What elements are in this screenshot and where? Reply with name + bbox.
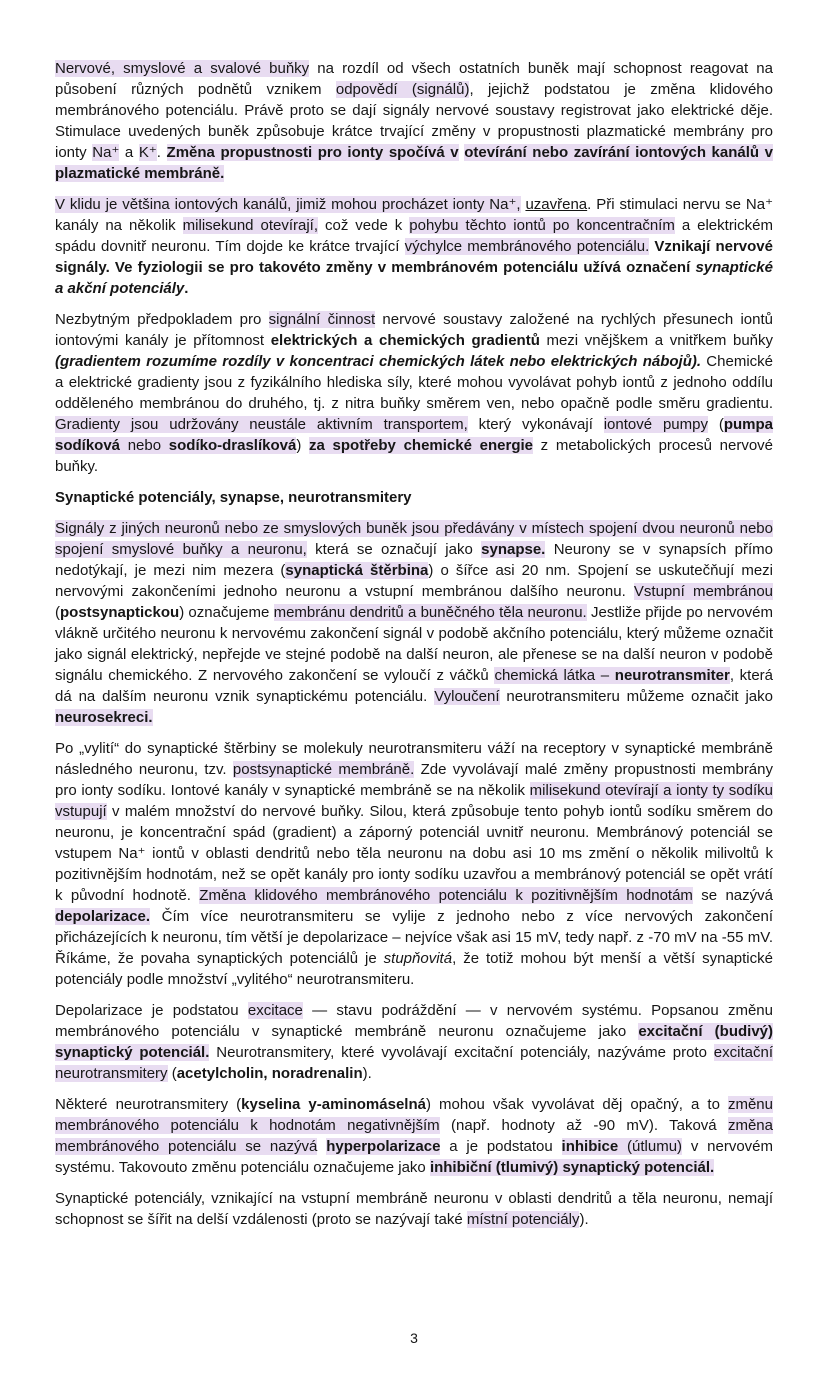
text-run: sodíko-draslíková (168, 437, 297, 454)
text-run: uzavřena (525, 196, 588, 213)
paragraph-local-potentials (55, 1188, 773, 1230)
text-run: neurosekreci. (55, 709, 153, 726)
page-content (55, 58, 773, 1240)
text-run: Nervové, smyslové a svalové buňky (55, 60, 310, 77)
paragraph-synapse (55, 518, 773, 728)
paragraph-neurotransmitter-release (55, 738, 773, 990)
text-run: signální činnost (268, 311, 376, 328)
text-run: Zde vyvolávají malé změny propustnosti membrány pro ionty sodíku. Iontové kanály v synaptické membráně se na několik (55, 761, 773, 799)
text-run: ). (362, 1065, 372, 1082)
text-run: která se označují jako (306, 541, 482, 558)
text-run: místní potenciály (466, 1211, 580, 1228)
text-run: ) mohou však vyvolávat děj opačný, a to (425, 1096, 728, 1113)
text-run: Signály z jiných neuronů nebo ze smyslových buněk jsou předávány v místech spojení dvou neuronů nebo spojení smyslové buňky a neuronu, (55, 520, 773, 558)
text-run: změna membránového potenciálu se nazývá (55, 1117, 773, 1155)
text-run: K⁺ (138, 144, 157, 161)
text-run: ) označujeme (179, 604, 274, 621)
text-run: a elektrickém spádu dovnitř neuronu. Tím dojde ke krátce trvající (55, 217, 773, 255)
text-run: iontové pumpy (603, 416, 708, 433)
text-run: ). (579, 1211, 589, 1228)
text-run: Na⁺ (92, 144, 120, 161)
text-run: Neurotransmitery, které vyvolávají excitační potenciály, nazýváme proto (209, 1044, 714, 1061)
paragraph-nerve-cells (55, 58, 773, 184)
text-run: synapse. (481, 541, 546, 558)
text-run: membránu dendritů a buněčného těla neuronu. (273, 604, 587, 621)
text-run: (útlumu) (618, 1138, 683, 1155)
text-run: nervové soustavy založené na rychlých přesunech iontů iontovými kanály je přítomnost (55, 311, 773, 349)
text-run: z metabolických procesů nervové buňky. (55, 437, 773, 475)
text-run: Synaptické potenciály, synapse, neurotransmitery (55, 489, 412, 506)
text-run: chemická látka – (494, 667, 615, 684)
text-run: a je podstatou (440, 1138, 562, 1155)
text-run: excitační neurotransmitery (55, 1044, 773, 1082)
text-run: — stavu podráždění — v nervovém systému. Popsanou změnu membránového potenciálu v synaptické membráně neuronu označujeme jako (55, 1002, 773, 1040)
text-run: , že totiž mohou být menší a větší synaptické potenciály podle množství „vylitého“ neurotransmiteru. (55, 950, 773, 988)
text-run: V klidu je většina iontových kanálů, jimiž mohou procházet ionty Na⁺, (55, 196, 521, 213)
page-number: 3 (410, 1330, 418, 1346)
text-run: excitace (247, 1002, 303, 1019)
text-run: . (184, 280, 189, 297)
text-run: mezi vnějškem a vnitřkem buňky (539, 332, 774, 349)
text-run: Vznikají nervové signály. Ve fyziologii se pro takovéto změny v membránovém potenciálu užívá označení (55, 238, 773, 276)
text-run: , která dá na dalším neuronu vznik synaptickému potenciálu. (55, 667, 773, 705)
paragraph-inhibition (55, 1094, 773, 1178)
text-run: což vede k (318, 217, 410, 234)
text-run: depolarizace. (55, 908, 151, 925)
text-run: , jejichž podstatou je změna klidového membránového potenciálu. Právě proto se dají signály nervové soustavy registrovat jako elektrické děje. Stimulace uvedených buněk způsobuje krátce trvající změny v propustnosti plazmatické membrány pro ionty (55, 81, 773, 161)
text-run: v nervovém systému. Takovouto změnu potenciálu označujeme jako (55, 1138, 774, 1176)
section-heading (55, 487, 773, 508)
text-run: ) o šířce asi 20 nm. Spojení se uskutečňují mezi nervovými zakončeními jednoho neuronu a vstupní membránou dalšího neuronu. (55, 562, 773, 600)
text-run: Neurony se v synapsích přímo nedotýkají, je mezi nim mezera ( (55, 541, 773, 579)
text-run: a (119, 144, 139, 161)
text-run: ( (55, 604, 60, 621)
text-run: odpovědí (signálů) (335, 81, 470, 98)
text-run: excitační (budivý) synaptický potenciál. (55, 1023, 773, 1061)
text-run: Vstupní membránou (633, 583, 774, 600)
text-run: inhibiční (tlumivý) synaptický potenciál. (429, 1159, 715, 1176)
text-run: milisekund otevírají a ionty ty sodíku vstupují (55, 782, 773, 820)
text-run: synaptická štěrbina (285, 562, 429, 579)
text-run: Depolarizace je podstatou (55, 1002, 248, 1019)
text-run: (např. hodnoty až -90 mV). Taková (439, 1117, 728, 1134)
text-run: Změna klidového membránového potenciálu k pozitivnějším hodnotám (199, 887, 693, 904)
text-run: Po „vylití“ do synaptické štěrbiny se molekuly neurotransmiteru váží na receptory v synaptické membráně následného neuronu, tzv. (55, 740, 773, 778)
text-run: na rozdíl od všech ostatních buněk mají schopnost reagovat na působení různých podnětů vznikem (55, 60, 773, 98)
text-run: ) (296, 437, 310, 454)
text-run: Některé neurotransmitery ( (55, 1096, 242, 1113)
text-run: Nezbytným předpokladem pro (55, 311, 269, 328)
text-run: v malém množství do nervové buňky. Silou, která způsobuje tento pohyb iontů sodíku směrem do neuronu, je koncentrační spád (gradient) a záporný potenciál uvnitř neuronu. Membránový potenciál se vstupem Na⁺ iontů v oblasti dendritů nebo těla neuronu na dobu asi 10 ms změní o několik milivoltů k pozitivnějším hodnotám, než se opět kanály pro ionty sodíku uzavřou a membránový potenciál se opět vrátí k původní hodnotě. (55, 803, 773, 904)
text-run: stupňovitá (383, 950, 453, 967)
text-run: inhibice (561, 1138, 619, 1155)
text-run: otevírání nebo zavírání iontových kanálů v plazmatické membráně. (55, 144, 773, 182)
text-run: se nazývá (692, 887, 773, 904)
text-run: nebo (120, 437, 169, 454)
text-run: (gradientem rozumíme rozdíly v koncentraci chemických látek nebo elektrických nábojů). (55, 353, 702, 370)
text-run: postsynaptickou (60, 604, 180, 621)
paragraph-gradients (55, 309, 773, 477)
text-run: Čím více neurotransmiteru se vylije z jednoho nebo z více nervových zakončení přicházejících k neuronu, tím větší je depolarizace – nejvíce však asi 15 mV, tedy např. z -70 mV na -55 mV. Říkáme, že povaha synaptických potenciálů je (55, 908, 773, 967)
text-run: který vykonávají (467, 416, 604, 433)
text-run: . Při stimulaci nervu se Na⁺ kanály na několik (55, 196, 773, 234)
text-run: za spotřeby chemické energie (309, 437, 533, 454)
text-run: Gradienty jsou udržovány neustále aktivním transportem, (55, 416, 468, 433)
text-run: pohybu těchto iontů po koncentračním (409, 217, 675, 234)
paragraph-excitation (55, 1000, 773, 1084)
text-run: ( (167, 1065, 177, 1082)
text-run: neurotransmiter (614, 667, 730, 684)
text-run: ( (707, 416, 724, 433)
text-run: Vyloučení (434, 688, 500, 705)
text-run: synaptické a akční potenciály (55, 259, 773, 297)
text-run: hyperpolarizace (326, 1138, 441, 1155)
text-run: kyselina y-aminomáselná (241, 1096, 426, 1113)
text-run: postsynaptické membráně. (232, 761, 415, 778)
text-run: . (156, 144, 167, 161)
text-run: milisekund otevírají, (182, 217, 319, 234)
text-run: neurotransmiteru můžeme označit jako (499, 688, 773, 705)
text-run: Synaptické potenciály, vznikající na vstupní membráně neuronu v oblasti dendritů a těla neuronu, nemají schopnost se šířit na delší vzdálenosti (proto se nazývají také (55, 1190, 773, 1228)
text-run: Jestliže přijde po nervovém vlákně určitého neuronu k nervovému zakončení signál v podobě akčního potenciálu, který můžeme označit jako signál elektrický, nepřejde ve stejné podobě na další neuron, ale přenese se na další neuron v podobě signálu chemického. Z nervového zakončení se vyloučí z váčků (55, 604, 773, 684)
text-run: pumpa sodíková (55, 416, 773, 454)
text-run: elektrických a chemických gradientů (270, 332, 540, 349)
paragraph-ion-channels-rest (55, 194, 773, 299)
text-run (317, 1138, 326, 1155)
text-run: Změna propustnosti pro ionty spočívá v (166, 144, 459, 161)
text-run: acetylcholin, noradrenalin (176, 1065, 363, 1082)
text-run: výchylce membránového potenciálu. (404, 238, 650, 255)
text-run: Chemické a elektrické gradienty jsou z fyzikálního hlediska síly, které mohou vyvolávat pohyb iontů z jednoho oddílu odděleného membránou do druhého, tj. z nitra buňky směrem ven, nebo opačně podle směru gradientu. (55, 353, 773, 412)
text-run: změnu membránového potenciálu k hodnotám negativnějším (55, 1096, 773, 1134)
